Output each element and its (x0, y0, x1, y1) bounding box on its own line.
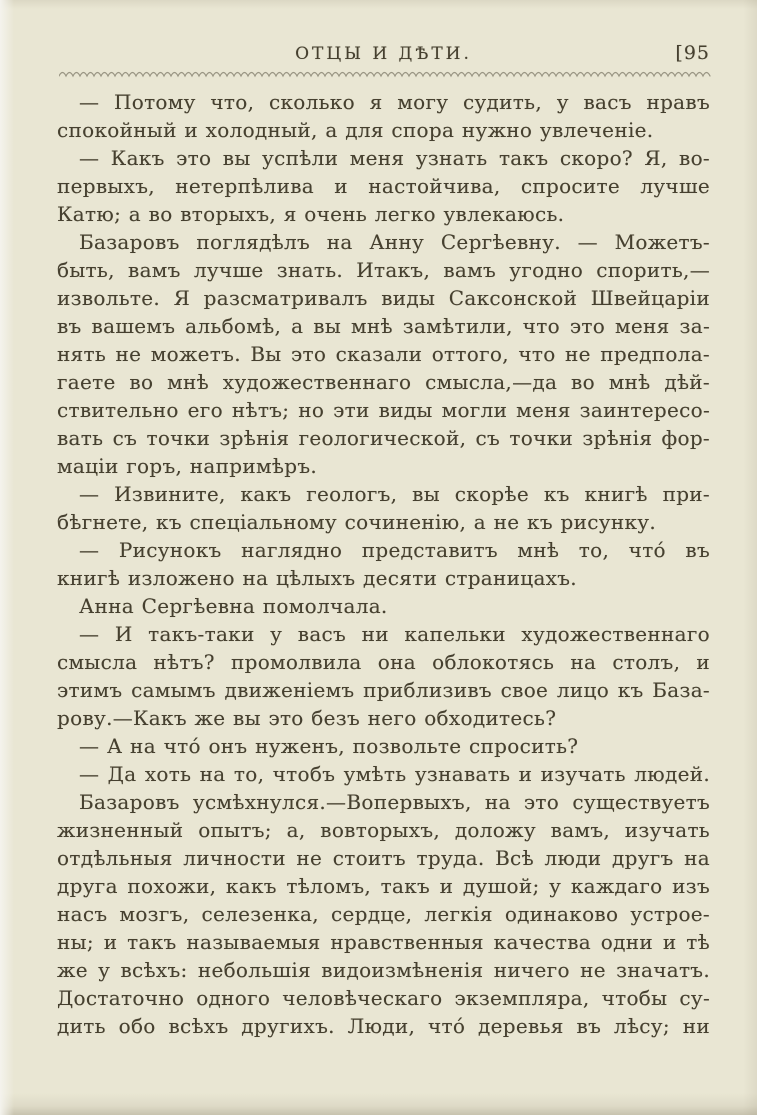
text-line: спокойный и холодный, а для спора нужно увлеченіе. (57, 118, 654, 142)
text-line: Достаточно одного человѣческаго экземпляра, чтобы су- (57, 986, 710, 1010)
text-line: — Извините, какъ геологъ, вы скорѣе къ книгѣ при- (79, 482, 710, 506)
text-line: быть, вамъ лучше знать. Итакъ, вамъ угодно спорить,— (57, 258, 710, 282)
text-line: бѣгнете, къ спеціальному сочиненію, а не къ рисунку. (57, 510, 656, 534)
text-line: же у всѣхъ: небольшія видоизмѣненія ничего не значатъ. (57, 958, 710, 982)
text-line: Базаровъ поглядѣлъ на Анну Сергѣевну. — Можетъ- (79, 230, 710, 254)
text-line: дить обо всѣхъ другихъ. Люди, что́ деревья въ лѣсу; ни (57, 1014, 710, 1038)
text-line: этимъ самымъ движеніемъ приблизивъ свое лицо къ База- (57, 678, 710, 702)
text-line: ствительно его нѣтъ; но эти виды могли меня заинтересо- (57, 398, 710, 422)
text-line: отдѣльныя личности не стоитъ труда. Всѣ люди другъ на (57, 846, 710, 870)
text-line: — И такъ-таки у васъ ни капельки художественнаго (79, 622, 710, 646)
running-head (57, 44, 710, 66)
text-line: первыхъ, нетерпѣлива и настойчива, спросите лучше (57, 174, 710, 198)
text-line: друга похожи, какъ тѣломъ, такъ и душой; у каждаго изъ (57, 874, 710, 898)
text-line: насъ мозгъ, селезенка, сердце, легкія одинаково устрое- (57, 902, 710, 926)
running-title: ОТЦЫ И ДѢТИ. (295, 44, 472, 64)
decorative-rule (59, 66, 711, 80)
text-line: Катю; а во вторыхъ, я очень легко увлекаюсь. (57, 202, 565, 226)
decorative-rule-path (59, 73, 710, 77)
text-line: нять не можетъ. Вы это сказали оттого, что не предпола- (57, 342, 710, 366)
text-line: въ вашемъ альбомѣ, а вы мнѣ замѣтили, что это меня за- (57, 314, 710, 338)
text-line: Анна Сергѣевна помолчала. (79, 594, 388, 618)
text-line: — А на что́ онъ нуженъ, позвольте спросить? (79, 734, 579, 758)
text-line: — Какъ это вы успѣли меня узнать такъ скоро? Я, во- (79, 146, 710, 170)
text-line: смысла нѣтъ? промолвила она облокотясь на столъ, и (57, 650, 710, 674)
text-line: маціи горъ, напримѣръ. (57, 454, 318, 478)
text-line: вать съ точки зрѣнія геологической, съ точки зрѣнія фор- (57, 426, 710, 450)
text-line: рову.—Какъ же вы это безъ него обходитесь? (57, 706, 557, 730)
text-line: — Да хоть на то, чтобъ умѣть узнавать и изучать людей. (79, 762, 710, 786)
text-line: гаете во мнѣ художественнаго смысла,—да во мнѣ дѣй- (57, 370, 710, 394)
text-line: извольте. Я разсматривалъ виды Саксонской Швейцаріи (57, 286, 710, 310)
text-block (57, 88, 710, 1040)
text-line: — Потому что, сколько я могу судить, у васъ нравъ (79, 90, 710, 114)
text-line: — Рисунокъ наглядно представитъ мнѣ то, что́ въ (79, 538, 710, 562)
text-line: жизненный опытъ; а, вовторыхъ, доложу вамъ, изучать (57, 818, 710, 842)
text-line: Базаровъ усмѣхнулся.—Вопервыхъ, на это существуетъ (79, 790, 710, 814)
text-line: книгѣ изложено на цѣлыхъ десяти страницахъ. (57, 566, 577, 590)
text-line: ны; и такъ называемыя нравственныя качества одни и тѣ (57, 930, 710, 954)
page-number: [95 (675, 42, 710, 64)
